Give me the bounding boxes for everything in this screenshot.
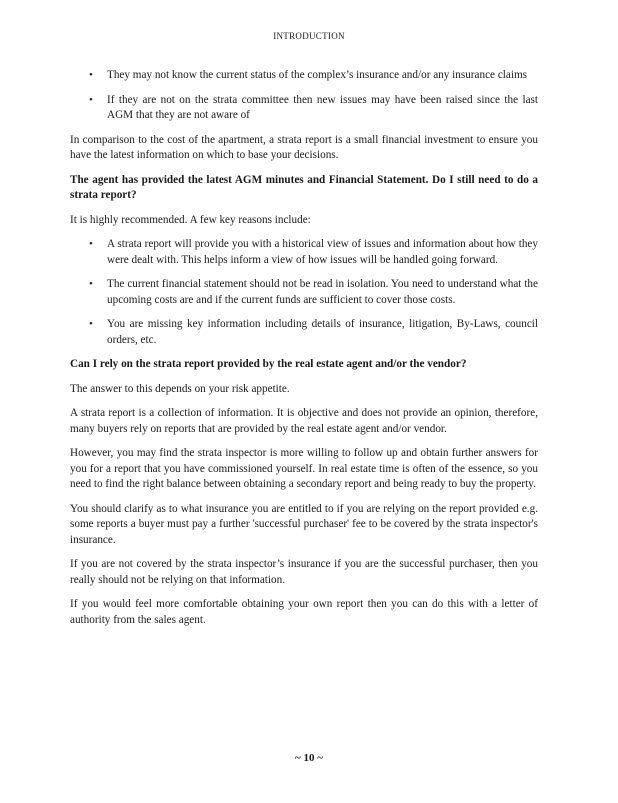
list-item-text: If they are not on the strata committee then new issues may have been raised since the last AGM that they are not aware of [107,93,538,121]
section-heading-agm: The agent has provided the latest AGM minutes and Financial Statement. Do I still need to do a strata report? [70,173,538,201]
list-item [70,277,538,308]
list-item-text: They may not know the current status of the complex’s insurance and/or any insurance claims [107,69,528,81]
list-item-text: You are missing key information including details of insurance, litigation, By-Laws, council orders, etc. [107,318,538,346]
list-item-text: The current financial statement should not be read in isolation. You need to understand what the upcoming costs are and if the current funds are sufficient to cover those costs. [107,278,538,306]
paragraph-cost: In comparison to the cost of the apartment, a strata report is a small financial investment to ensure you have the latest information on which to base your decisions. [70,133,538,161]
bullet-icon: • [89,69,93,81]
bullet-icon: • [89,93,93,106]
page-header: INTRODUCTION [273,31,345,41]
paragraph: However, you may find the strata inspector is more willing to follow up and obtain further answers for you for a report that you have commissioned yourself. In real estate time is often of the essence, so you need to find the right balance between obtaining a secondary report and being ready to buy the property. [70,447,538,490]
paragraph: If you are not covered by the strata inspector’s insurance if you are the successful purchaser, then you really should not be relying on that information. [70,558,538,586]
top-bullet-list [70,68,538,124]
bullet-icon: • [89,318,93,330]
paragraph: A strata report is a collection of information. It is objective and does not provide an opinion, therefore, many buyers rely on reports that are provided by the real estate agent and/or vendor. [70,407,538,435]
section-heading-rely: Can I rely on the strata report provided by the real estate agent and/or the vendor? [70,358,467,370]
paragraph: If you would feel more comfortable obtaining your own report then you can do this with a letter of authority from the sales agent. [70,598,538,626]
bullet-icon: • [89,238,93,250]
list-item [70,93,538,124]
list-item-text: A strata report will provide you with a historical view of issues and information about how they were dealt with. This helps inform a view of how issues will be handled going forward. [107,238,538,266]
paragraph-recommended: It is highly recommended. A few key reasons include: [70,213,311,226]
list-item [70,317,538,348]
reason-bullet-list [70,237,538,348]
paragraph: The answer to this depends on your risk appetite. [70,382,290,395]
page-content [70,68,538,637]
page-number: ~ 10 ~ [295,752,323,764]
paragraph: You should clarify as to what insurance you are entitled to if you are relying on the report provided e.g. some reports a buyer must pay a further 'successful purchaser' fee to be covered by the strata inspector's insurance. [70,502,538,546]
bullet-icon: • [89,278,93,290]
list-item [70,68,538,84]
list-item [70,237,538,268]
